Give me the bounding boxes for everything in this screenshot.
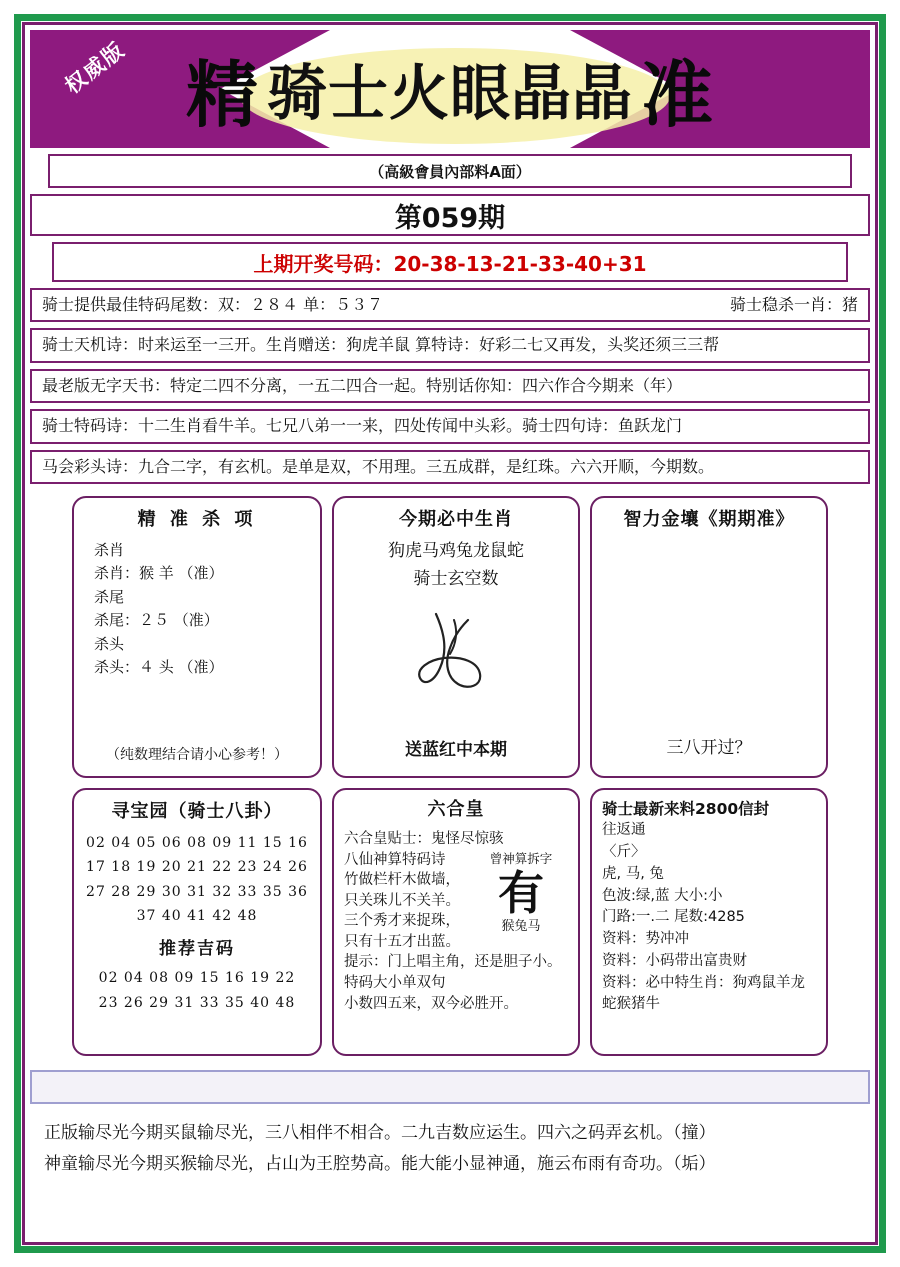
liuhe-line-5: 三个秀才来捉珠， (344, 913, 460, 930)
panel-wisdom-title: 智力金壤《期期准》 (623, 508, 795, 530)
liuhe-line-8: 特码大小单双句 (344, 975, 446, 991)
banner-title-first: 精 (185, 53, 259, 137)
page-content (30, 30, 870, 1237)
kill-line-6: 杀头：４ 头 （准） (94, 658, 224, 677)
lucky-num-row-2: 23 26 29 31 33 35 40 48 (98, 994, 296, 1011)
info-row-5-left: 马会彩头诗：九合二字，有玄机。是单是双，不用理。三五成群，是红珠。六六开顺，今期数。 (42, 456, 715, 476)
info-row-4 (30, 409, 870, 443)
treasure-numbers (86, 831, 308, 929)
liuhe-line-4: 只关珠儿不关羊。 (344, 892, 460, 909)
zodiac-xuankong: 骑士玄空数 (413, 569, 499, 590)
panel-treasure-title: 寻宝园（骑士八卦） (111, 800, 283, 822)
info-row-1-left: 骑士提供最佳特码尾数：双：２８４ 单：５３７ (42, 295, 384, 314)
kill-line-3: 杀尾 (94, 587, 125, 606)
info-row-3 (30, 369, 870, 403)
kill-line-4: 杀尾：２５ （准） (94, 611, 219, 630)
latest-info-1: 资料：势冲冲 (602, 931, 689, 948)
footer-text (30, 1118, 870, 1181)
kill-line-1: 杀肖 (94, 540, 125, 559)
subtitle-bar: （高級會員內部料A面） (48, 154, 852, 188)
footer-line-1: 正版输尽光今期买鼠输尽光，三八相伴不相合。二九吉数应运生。四六之码弄玄机。（撞） (44, 1122, 716, 1143)
kill-note: （纯数理结合请小心参考！） (106, 746, 288, 763)
panel-latest-material (590, 788, 828, 1056)
signature-scribble (346, 596, 566, 708)
panel-kill-title: 精 准 杀 项 (137, 508, 257, 530)
latest-info-2: 资料：小码带出富贵财 (602, 952, 747, 969)
liuhe-line-7: 提示：门上唱主角，还是胆子小。 (344, 954, 562, 971)
treasure-num-row-4: 37 40 41 42 48 (136, 908, 258, 925)
latest-headline: 骑士最新来料2800信封 (602, 799, 770, 818)
treasure-num-row-1: 02 04 05 06 08 09 11 15 16 (86, 834, 308, 851)
panel-zodiac (332, 496, 580, 778)
banner-title-mid: 骑士火眼晶晶 (267, 59, 633, 129)
liuhe-bigchar-sub: 猴兔马 (501, 919, 541, 934)
liuhe-line-9: 小数四五来，双今必胜开。 (344, 995, 518, 1012)
liuhe-line-1: 六合皇贴士：鬼怪尽惊骇 (344, 830, 504, 847)
treasure-num-row-3: 27 28 29 30 31 32 33 35 36 (86, 883, 308, 900)
zodiac-bottom-note: 送蓝红中本期 (405, 740, 507, 761)
kill-line-2: 杀肖：猴 羊 （准） (94, 564, 224, 583)
info-row-5 (30, 450, 870, 484)
panel-kill-items (72, 496, 322, 778)
authority-stamp: 权威版 (60, 37, 130, 99)
panel-wisdom (590, 496, 828, 778)
latest-unit: 〈斤〉 (602, 844, 646, 861)
liuhe-bigchar: 有 (498, 865, 544, 920)
info-row-1 (30, 288, 870, 322)
latest-info-4: 蛇猴猪牛 (602, 996, 660, 1013)
liuhe-line-6: 只有十五才出蓝。 (344, 933, 460, 950)
footer-line-2: 神童输尽光今期买猴输尽光，占山为王腔势高。能大能小显神通，施云布雨有奇功。（垢） (44, 1154, 716, 1175)
banner-title (30, 30, 870, 148)
wisdom-bottom-note: 三八开过？ (666, 738, 752, 759)
issue-bar: 第059期 (30, 194, 870, 236)
liuhe-bigchar-block (478, 850, 564, 937)
info-row-2 (30, 328, 870, 362)
liuhe-bigchar-label: 曾神算拆字 (489, 850, 553, 866)
banner (30, 30, 870, 148)
footer-strip (30, 1070, 870, 1104)
latest-path-tail: 门路:一.二 尾数:4285 (602, 909, 745, 926)
banner-title-last: 准 (641, 53, 715, 137)
panel-zodiac-title: 今期必中生肖 (399, 508, 513, 530)
liuhe-line-2: 八仙神算特码诗 (344, 851, 446, 868)
latest-color-size: 色波:绿,蓝 大小:小 (602, 887, 723, 904)
last-draw-bar: 上期开奖号码：20-38-13-21-33-40+31 (52, 242, 848, 282)
zodiac-animals: 狗虎马鸡兔龙鼠蛇 (388, 540, 524, 561)
lucky-numbers-title: 推荐吉码 (159, 938, 235, 959)
panel-grid (30, 496, 870, 1056)
treasure-num-row-2: 17 18 19 20 21 22 23 24 26 (86, 859, 308, 876)
panel-liuhe-title: 六合皇 (427, 798, 485, 820)
info-row-4-left: 骑士特码诗：十二生肖看牛羊。七兄八弟一一来，四处传闻中头彩。骑士四句诗：鱼跃龙门 (42, 416, 683, 436)
latest-subhead: 往返通 (602, 822, 646, 839)
info-row-2-left: 骑士天机诗：时来运至一三开。生肖赠送：狗虎羊鼠 算特诗：好彩二七又再发，头奖还须三三帮 (42, 335, 720, 355)
liuhe-line-3: 竹做栏杆木做墙， (344, 872, 460, 889)
info-row-1-right: 骑士稳杀一肖：猪 (729, 295, 858, 314)
kill-line-5: 杀头 (94, 634, 125, 653)
lucky-num-row-1: 02 04 08 09 15 16 19 22 (98, 970, 296, 987)
latest-animals: 虎, 马, 兔 (602, 865, 664, 882)
lucky-numbers (86, 966, 308, 1015)
panel-liuhe (332, 788, 580, 1056)
info-row-3-left: 最老版无字天书：特定二四不分离，一五二四合一起。特别话你知：四六作合今期来（年） (42, 375, 683, 395)
signature-icon (396, 602, 516, 702)
panel-treasure (72, 788, 322, 1056)
latest-info-3: 资料：必中特生肖：狗鸡鼠羊龙 (602, 974, 805, 991)
